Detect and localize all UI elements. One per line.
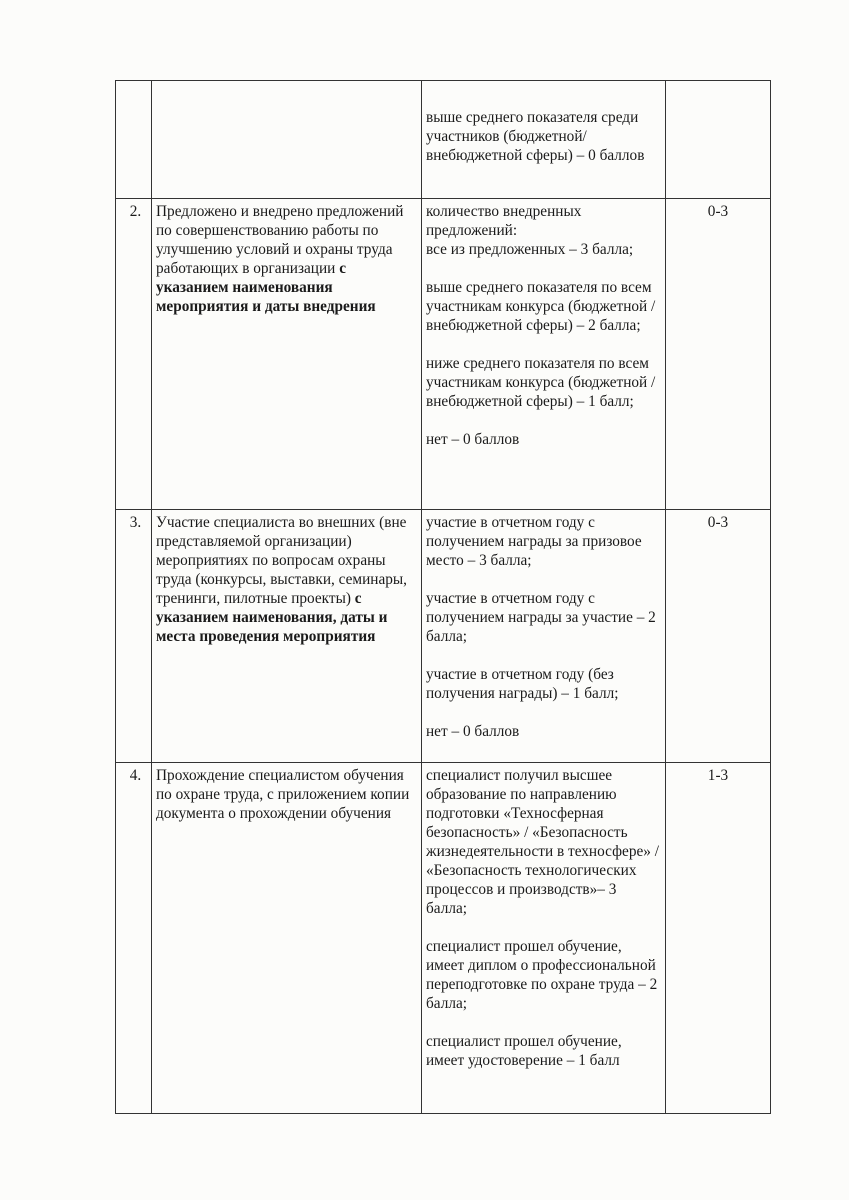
criteria-item: специалист получил высшее образование по направлению подготовки «Техносферная безопасность» / «Безопасность жизнедеятельности в техносфере» / «Безопасность технологических процессов и производств»– 3 балла;: [426, 767, 659, 917]
row-number: 2.: [129, 203, 142, 220]
score-value: 0-3: [707, 203, 729, 220]
row-number: 3.: [129, 514, 142, 531]
criteria-cell: [422, 199, 666, 510]
criteria-cell: [422, 81, 666, 199]
criteria-item: участие в отчетном году с получением награды за призовое место – 3 балла;: [426, 514, 642, 569]
indicator-text: Участие специалиста во внешних (вне представляемой организации) мероприятиях по вопросам охраны труда (конкурсы, выставки, семинары, тренинги, пилотные проекты): [156, 514, 408, 607]
criteria-item: выше среднего показателя среди участников (бюджетной/ внебюджетной сферы) – 0 баллов: [426, 109, 645, 164]
score-cell: [666, 510, 771, 763]
table-row: [116, 81, 771, 199]
criteria-item: участие в отчетном году (без получения награды) – 1 балл;: [426, 666, 619, 702]
score-cell: [666, 81, 771, 199]
table-row: [116, 199, 771, 510]
indicator-bold-text: с указанием наименования, даты и места проведения мероприятия: [156, 590, 388, 645]
criteria-item: количество внедренных предложений: все из предложенных – 3 балла;: [426, 203, 634, 258]
row-number: [116, 81, 151, 84]
score-value: [666, 81, 770, 84]
indicator-cell: [152, 81, 422, 199]
score-value: 1-3: [707, 767, 729, 784]
criteria-item: нет – 0 баллов: [426, 723, 520, 740]
indicator-cell: [152, 510, 422, 763]
criteria-table: [115, 80, 771, 1114]
criteria-item: выше среднего показателя по всем участникам конкурса (бюджетной / внебюджетной сферы) – 2 балла;: [426, 279, 656, 334]
criteria-item: ниже среднего показателя по всем участникам конкурса (бюджетной / внебюджетной сферы) – 1 балл;: [426, 355, 656, 410]
criteria-item: нет – 0 баллов: [426, 431, 520, 448]
indicator-text: Предложено и внедрено предложений по совершенствованию работы по улучшению условий и охраны труда работающих в организации: [156, 203, 404, 277]
indicator-bold-text: с указанием наименования мероприятия и даты внедрения: [156, 260, 376, 315]
row-number-cell: [116, 199, 152, 510]
criteria-cell: [422, 763, 666, 1114]
indicator-cell: [152, 763, 422, 1114]
score-value: 0-3: [707, 514, 729, 531]
score-cell: [666, 763, 771, 1114]
indicator-text: Прохождение специалистом обучения по охране труда, с приложением копии документа о прохождении обучения: [156, 767, 410, 822]
criteria-item: специалист прошел обучение, имеет диплом о профессиональной переподготовке по охране труда – 2 балла;: [426, 938, 658, 1012]
row-number: 4.: [129, 767, 142, 784]
score-cell: [666, 199, 771, 510]
row-number-cell: [116, 81, 152, 199]
row-number-cell: [116, 763, 152, 1114]
criteria-cell: [422, 510, 666, 763]
criteria-item: участие в отчетном году с получением награды за участие – 2 балла;: [426, 590, 656, 645]
table-row: [116, 510, 771, 763]
criteria-item: специалист прошел обучение, имеет удостоверение – 1 балл: [426, 1033, 622, 1069]
table-row: [116, 763, 771, 1114]
row-number-cell: [116, 510, 152, 763]
indicator-cell: [152, 199, 422, 510]
